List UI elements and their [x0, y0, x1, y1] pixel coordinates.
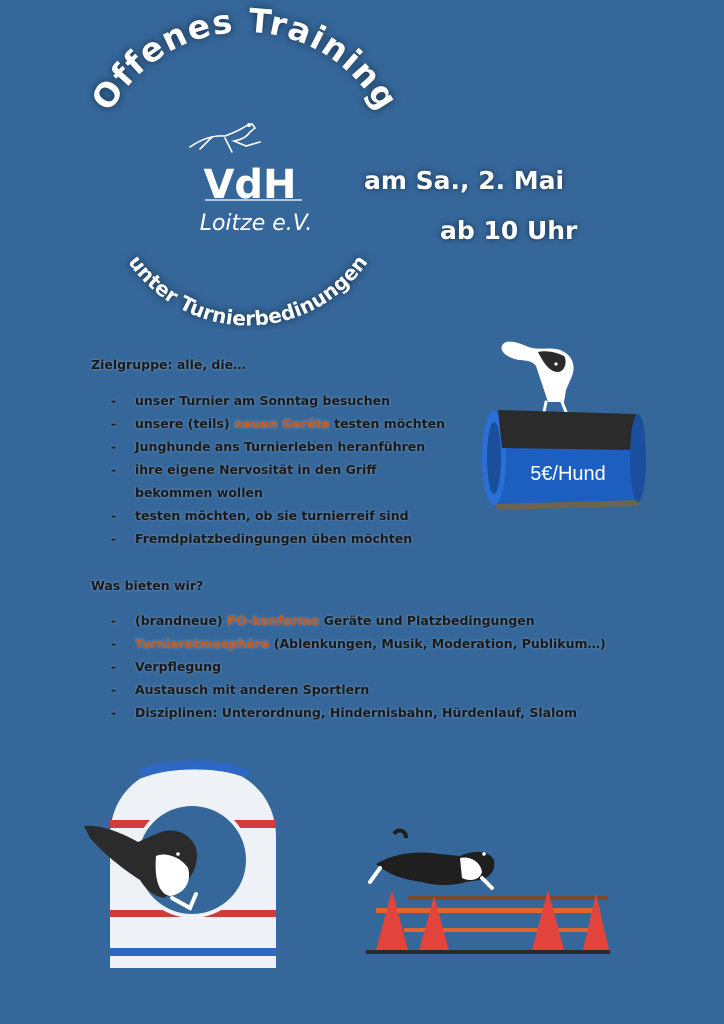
- arc-title-bottom: unter Turnierbedinungen: [123, 250, 373, 330]
- list-item: - Verpflegung: [111, 659, 222, 674]
- hurdle-jump-image: [356, 820, 618, 960]
- list-item: - Austausch mit anderen Sportlern: [111, 682, 370, 697]
- tire-jump-image: [80, 758, 290, 972]
- arc-title-top: Offenes Training: [83, 0, 407, 118]
- offer-list: [91, 609, 651, 724]
- header-arc-graphic: [0, 0, 724, 330]
- list-item: - Turnieratmosphäre (Ablenkungen, Musik, Moderation, Publikum…): [111, 636, 606, 651]
- list-item: - Junghunde ans Turnierleben heranführen: [111, 439, 426, 454]
- svg-text:Offenes Training: [83, 1, 406, 117]
- event-date: am Sa., 2. Mai: [364, 166, 565, 195]
- list-item-continuation: bekommen wollen: [135, 485, 263, 500]
- list-item: - Fremdplatzbedingungen üben möchten: [111, 531, 413, 546]
- logo-sub-text: Loitze e.V.: [199, 211, 313, 236]
- dog-over-hurdle-icon: [370, 831, 494, 888]
- logo-dog-icon: [190, 124, 260, 152]
- barrel-dog-image: [468, 332, 650, 514]
- barrel-icon: [482, 410, 646, 510]
- list-item: - ihre eigene Nervosität in den Griff: [111, 462, 377, 477]
- dog-on-barrel-icon: [501, 342, 573, 412]
- list-item: - unsere (teils) neuen Geräte testen möchten: [111, 416, 445, 431]
- hurdle-icon: [366, 890, 610, 954]
- svg-text:unter Turnierbedinungen: [124, 250, 372, 330]
- offer-title: Was bieten wir?: [91, 578, 204, 593]
- event-time: ab 10 Uhr: [440, 216, 578, 245]
- list-item: - (brandneue) PO-konforme Geräte und Platzbedingungen: [111, 613, 535, 628]
- list-item: - unser Turnier am Sonntag besuchen: [111, 393, 390, 408]
- list-item: - Disziplinen: Unterordnung, Hindernisbahn, Hürdenlauf, Slalom: [111, 705, 577, 720]
- price-badge: 5€/Hund: [530, 463, 606, 485]
- target-group-list: [91, 389, 481, 550]
- target-group-title: Zielgruppe: alle, die…: [91, 357, 246, 372]
- logo-main-text: VdH: [203, 162, 297, 208]
- list-item: - testen möchten, ob sie turnierreif sind: [111, 508, 409, 523]
